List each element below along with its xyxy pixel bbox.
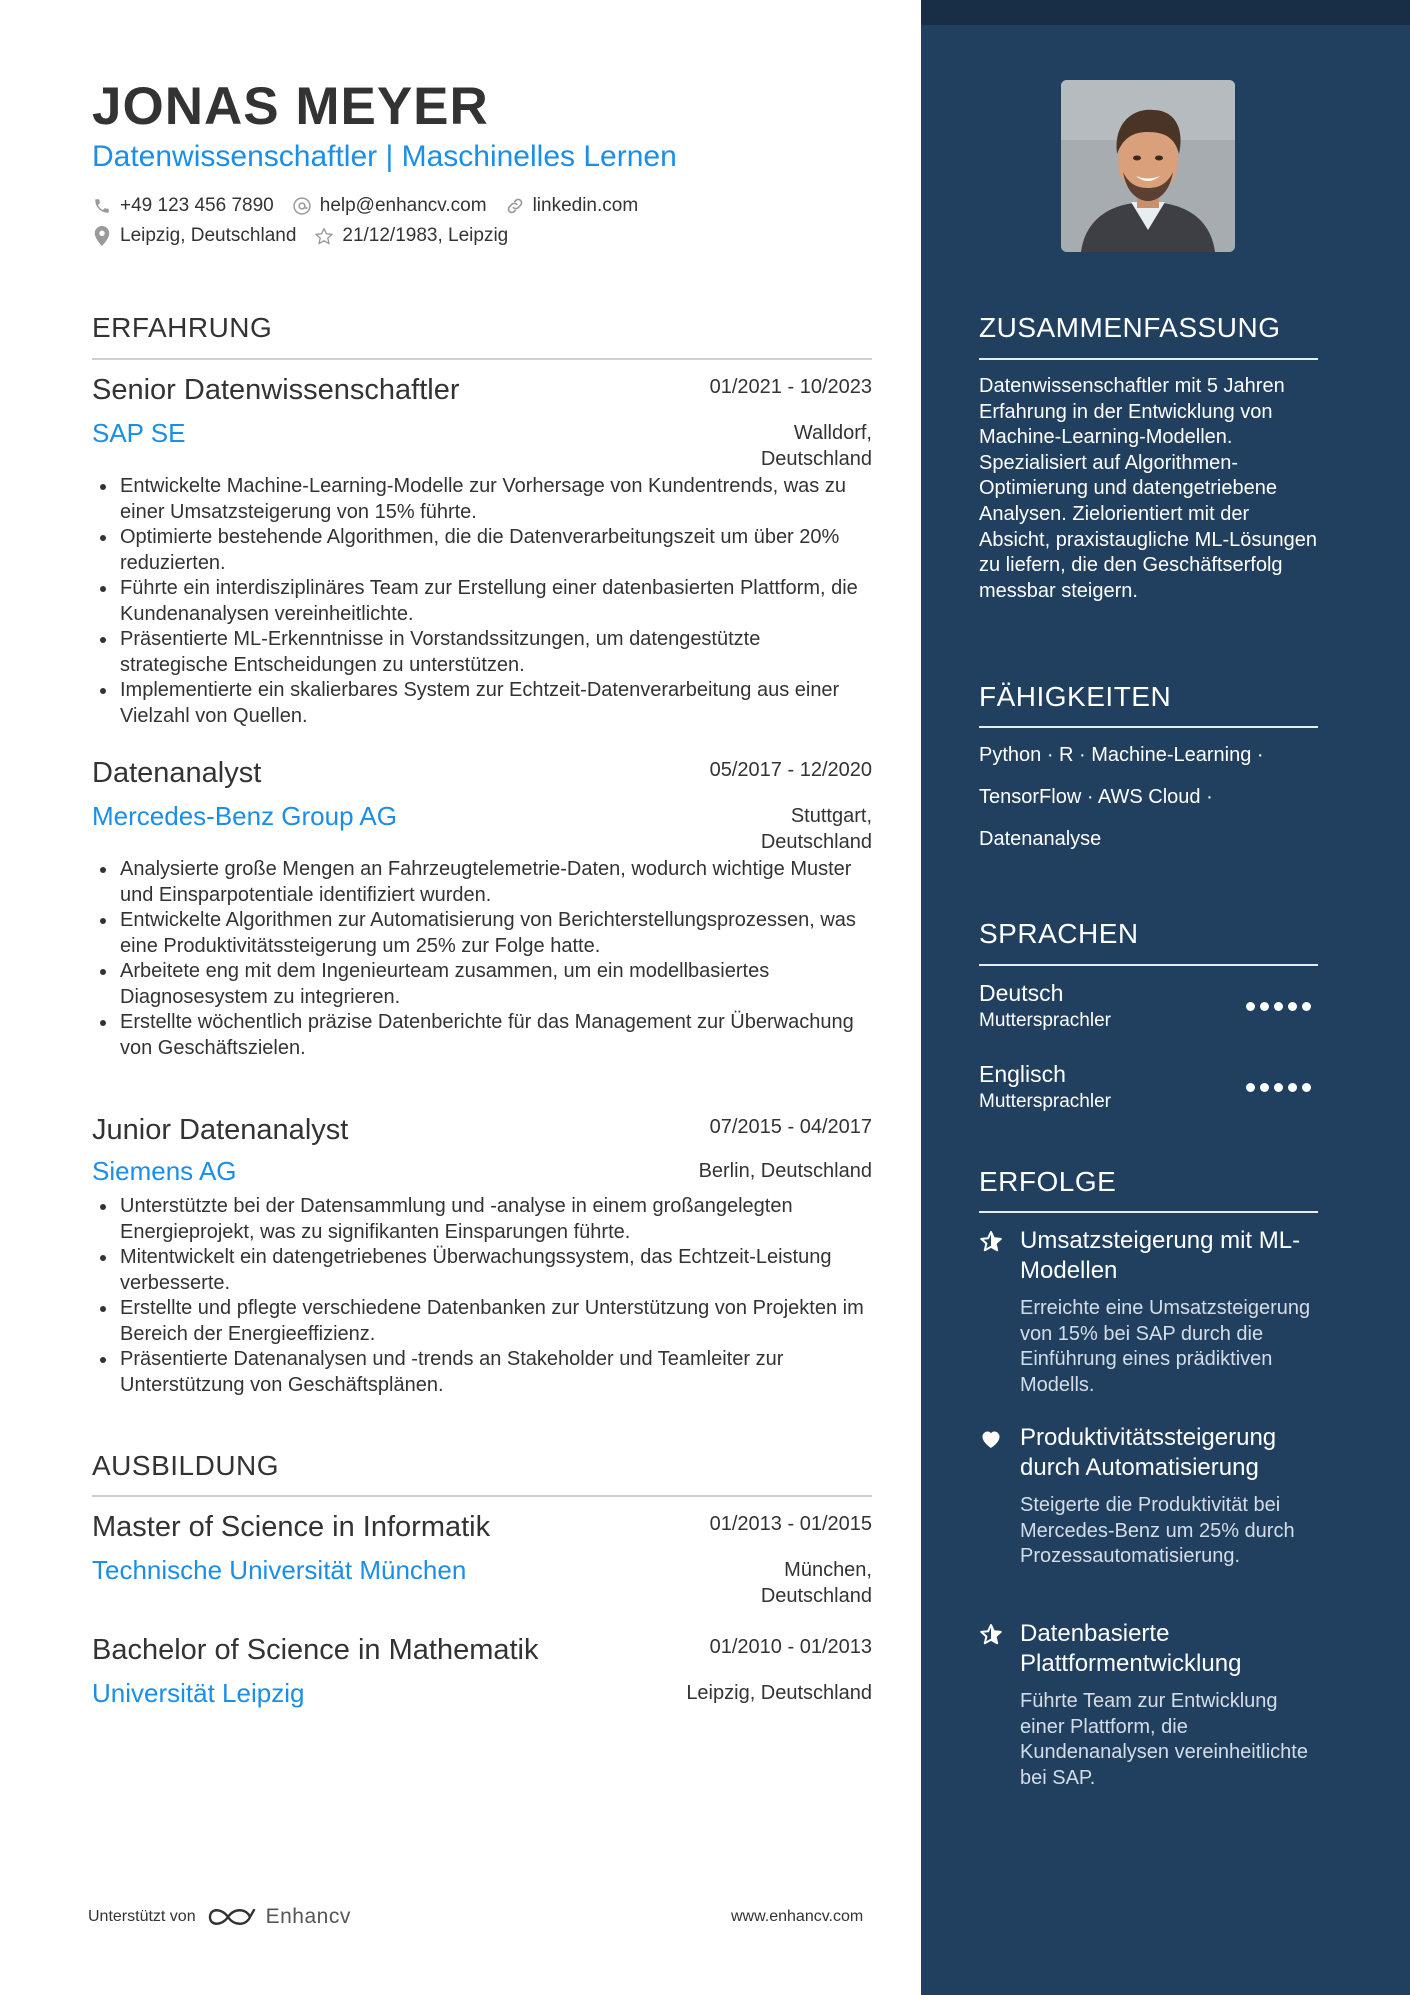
job-date: 07/2015 - 04/2017 xyxy=(709,1116,872,1138)
achievements-divider xyxy=(979,1211,1318,1213)
education-title: AUSBILDUNG xyxy=(92,1450,280,1481)
contact-phone[interactable] xyxy=(92,195,274,217)
job-company[interactable]: Mercedes-Benz Group AG xyxy=(92,801,397,831)
contact-row-2 xyxy=(92,225,526,247)
job-location-line1: Walldorf, xyxy=(793,422,872,444)
skills-list xyxy=(979,734,1324,860)
degree-title: Bachelor of Science in Mathematik xyxy=(92,1634,539,1666)
phone-text: +49 123 456 7890 xyxy=(120,195,274,216)
job-bullet: Präsentierte ML-Erkenntnisse in Vorstandssitzungen, um datengestützte strategische Entscheidungen zu unterstützen. xyxy=(92,627,872,678)
job-title: Senior Datenwissenschaftler xyxy=(92,374,460,406)
rating-dot xyxy=(1302,1002,1311,1011)
rating-dot xyxy=(1260,1083,1269,1092)
rating-dot xyxy=(1260,1002,1269,1011)
language-name: Englisch xyxy=(979,1061,1066,1087)
phone-icon xyxy=(92,196,112,216)
job-location xyxy=(761,420,872,472)
contact-birth xyxy=(314,225,508,247)
achievement-desc: Führte Team zur Entwicklung einer Plattform, die Kundenanalysen vereinheitlichte bei SAP. xyxy=(1020,1690,1308,1789)
job-date: 05/2017 - 12/2020 xyxy=(709,759,872,781)
education-divider xyxy=(92,1495,872,1497)
job-date: 01/2021 - 10/2023 xyxy=(709,376,872,398)
job-bullet: Entwickelte Algorithmen zur Automatisierung von Berichterstellungsprozessen, was eine Produktivitätssteigerung um 25% zur Folge hatte. xyxy=(92,908,872,959)
job-bullet: Erstellte wöchentlich präzise Datenberichte für das Management zur Überwachung von Geschäftszielen. xyxy=(92,1010,872,1061)
rating-dot xyxy=(1274,1083,1283,1092)
job-bullet: Führte ein interdisziplinäres Team zur Erstellung einer datenbasierten Plattform, die Kundenanalysen vereinheitlichte. xyxy=(92,576,872,627)
education-entry xyxy=(92,1634,872,1714)
heart-icon xyxy=(979,1427,1003,1451)
job-entry xyxy=(92,757,872,1097)
job-bullet: Arbeitete eng mit dem Ingenieurteam zusammen, um ein modellbasiertes Diagnosesystem zu integrieren. xyxy=(92,959,872,1010)
achievement-title: Umsatzsteigerung mit ML-Modellen xyxy=(1020,1227,1301,1284)
job-bullet: Mitentwickelt ein datengetriebenes Überwachungssystem, das Echtzeit-Leistung verbesserte. xyxy=(92,1245,872,1296)
job-location-line1: Berlin, Deutschland xyxy=(698,1160,872,1182)
link-icon xyxy=(505,196,525,216)
brand-text: Enhancv xyxy=(265,1905,351,1928)
school-name[interactable]: Universität Leipzig xyxy=(92,1678,305,1708)
education-location-line1: München, xyxy=(784,1559,872,1581)
achievement-item xyxy=(979,1423,1324,1603)
languages-title: SPRACHEN xyxy=(979,918,1139,949)
job-location xyxy=(761,803,872,855)
job-entry xyxy=(92,1114,872,1414)
achievement-title: Produktivitätssteigerung durch Automatisierung xyxy=(1020,1424,1277,1481)
language-level: Muttersprachler xyxy=(979,1091,1111,1112)
rating-dot xyxy=(1246,1083,1255,1092)
job-title: Junior Datenanalyst xyxy=(92,1114,349,1146)
star-icon xyxy=(979,1623,1003,1647)
skills-title: FÄHIGKEITEN xyxy=(979,681,1172,712)
email-text: help@enhancv.com xyxy=(319,195,487,216)
job-location-line2: Deutschland xyxy=(760,831,872,853)
job-bullet: Präsentierte Datenanalysen und -trends an Stakeholder und Teamleiter zur Unterstützung von Geschäftsplänen. xyxy=(92,1347,872,1398)
experience-divider xyxy=(92,358,872,360)
achievements-title: ERFOLGE xyxy=(979,1166,1117,1197)
skills-divider xyxy=(979,726,1318,728)
achievement-item xyxy=(979,1619,1324,1799)
contact-location xyxy=(92,225,296,247)
job-location xyxy=(699,1158,872,1184)
rating-dot xyxy=(1288,1083,1297,1092)
language-level: Muttersprachler xyxy=(979,1010,1111,1031)
job-bullet: Analysierte große Mengen an Fahrzeugtelemetrie-Daten, wodurch wichtige Muster und Einsparpotentiale identifiziert wurden. xyxy=(92,857,872,908)
languages-divider xyxy=(979,964,1318,966)
job-bullets xyxy=(92,857,872,1061)
profile-photo xyxy=(1061,80,1235,252)
education-date: 01/2013 - 01/2015 xyxy=(709,1513,872,1535)
candidate-name: JONAS MEYER xyxy=(92,77,489,136)
achievement-title: Datenbasierte Plattformentwicklung xyxy=(1020,1620,1242,1677)
footer-website[interactable]: www.enhancv.com xyxy=(731,1908,864,1925)
achievement-desc: Erreichte eine Umsatzsteigerung von 15% bei SAP durch die Einführung eines prädiktiven Modells. xyxy=(1020,1297,1311,1396)
achievement-item xyxy=(979,1226,1324,1406)
job-bullets xyxy=(92,474,872,729)
star-outline-icon xyxy=(314,226,334,246)
sidebar-top-band xyxy=(921,0,1410,25)
rating-dot xyxy=(1288,1002,1297,1011)
at-icon xyxy=(292,196,312,216)
job-bullet: Unterstützte bei der Datensammlung und -analyse in einem großangelegten Energieprojekt, was zu signifikanten Einsparungen führte. xyxy=(92,1194,872,1245)
rating-dot xyxy=(1302,1083,1311,1092)
contact-linkedin[interactable] xyxy=(505,195,639,217)
contact-email[interactable] xyxy=(292,195,487,217)
education-location-line1: Leipzig, Deutschland xyxy=(686,1682,872,1704)
location-text: Leipzig, Deutschland xyxy=(120,225,297,246)
job-company[interactable]: Siemens AG xyxy=(92,1156,237,1186)
education-date: 01/2010 - 01/2013 xyxy=(709,1636,872,1658)
skills-line: Datenanalyse xyxy=(979,828,1102,850)
education-entry xyxy=(92,1511,872,1611)
job-bullet: Optimierte bestehende Algorithmen, die die Datenverarbeitungszeit um über 20% reduzierten. xyxy=(92,525,872,576)
job-company[interactable]: SAP SE xyxy=(92,418,186,448)
skills-line: Python · R · Machine-Learning · xyxy=(979,744,1264,766)
location-pin-icon xyxy=(92,226,112,246)
person-portrait-icon xyxy=(1061,80,1235,252)
powered-by-text: Unterstützt von xyxy=(88,1908,196,1925)
job-location-line2: Deutschland xyxy=(760,448,872,470)
rating-dot xyxy=(1274,1002,1283,1011)
job-bullet: Erstellte und pflegte verschiedene Datenbanken zur Unterstützung von Projekten im Bereich der Energieeffizienz. xyxy=(92,1296,872,1347)
job-bullet: Implementierte ein skalierbares System zur Echtzeit-Datenverarbeitung aus einer Vielzahl von Quellen. xyxy=(92,678,872,729)
achievement-desc: Steigerte die Produktivität bei Mercedes-Benz um 25% durch Prozessautomatisierung. xyxy=(1020,1494,1295,1568)
summary-title: ZUSAMMENFASSUNG xyxy=(979,312,1281,343)
linkedin-text: linkedin.com xyxy=(532,195,639,216)
language-rating xyxy=(1246,1002,1316,1011)
enhancv-logo-icon xyxy=(206,1904,258,1930)
degree-title: Master of Science in Informatik xyxy=(92,1511,491,1543)
education-location xyxy=(686,1680,872,1706)
language-rating xyxy=(1246,1083,1316,1092)
summary-divider xyxy=(979,358,1318,360)
school-name[interactable]: Technische Universität München xyxy=(92,1555,467,1585)
rating-dot xyxy=(1246,1002,1255,1011)
experience-title: ERFAHRUNG xyxy=(92,312,273,343)
education-location-line2: Deutschland xyxy=(760,1585,872,1607)
footer-powered-by xyxy=(88,1904,351,1930)
job-bullets xyxy=(92,1194,872,1398)
birth-text: 21/12/1983, Leipzig xyxy=(342,225,509,246)
education-location xyxy=(761,1557,872,1609)
job-location-line1: Stuttgart, xyxy=(790,805,872,827)
candidate-headline: Datenwissenschaftler | Maschinelles Lernen xyxy=(92,140,677,173)
star-icon xyxy=(979,1230,1003,1254)
language-name: Deutsch xyxy=(979,980,1064,1006)
skills-line: TensorFlow · AWS Cloud · xyxy=(979,786,1213,808)
summary-text: Datenwissenschaftler mit 5 Jahren Erfahrung in der Entwicklung von Machine-Learning-Modellen. Spezialisiert auf Algorithmen-Optimierung und datengetriebene Analysen. Zielorientiert mit der Absicht, praxistaugliche ML-Lösungen zu liefern, die den Geschäftserfolg messbar steigern. xyxy=(979,375,1317,602)
contact-row-1 xyxy=(92,195,656,217)
job-title: Datenanalyst xyxy=(92,757,262,789)
job-bullet: Entwickelte Machine-Learning-Modelle zur Vorhersage von Kundentrends, was zu einer Umsatzsteigerung von 15% führte. xyxy=(92,474,872,525)
job-entry xyxy=(92,374,872,734)
